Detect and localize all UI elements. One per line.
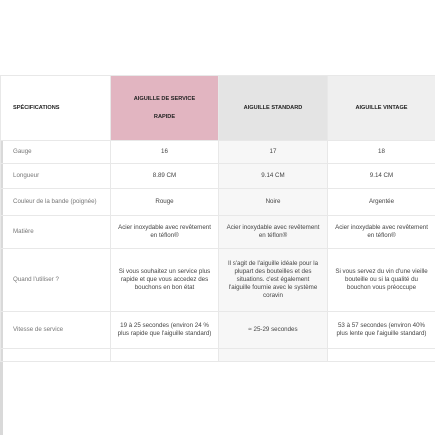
spec-table-container xyxy=(0,75,435,362)
row-label-speed: Vitesse de service xyxy=(1,312,111,349)
trailing-cell-label xyxy=(1,349,111,362)
cell-usage-standard: Il s'agit de l'aiguille idéale pour la plupart des bouteilles et des situations. c'est également l'aiguille fournie avec le système coravin xyxy=(219,249,328,312)
cell-material-rapide: Acier inoxydable avec revêtement en téflon® xyxy=(111,216,219,249)
row-label-material: Matière xyxy=(1,216,111,249)
row-label-gauge: Gauge xyxy=(1,141,111,164)
header-specifications: SPÉCIFICATIONS xyxy=(1,76,111,141)
cell-length-standard: 9.14 CM xyxy=(219,164,328,189)
cell-speed-standard: ≈ 25-29 secondes xyxy=(219,312,328,349)
header-rapide-line1: AIGUILLE DE SERVICE xyxy=(133,96,196,102)
table-row-trailing xyxy=(1,349,435,362)
cell-color-vintage: Argentée xyxy=(328,189,435,216)
trailing-cell-rapide xyxy=(111,349,219,362)
table-row-gauge xyxy=(1,141,435,164)
header-vintage-needle: AIGUILLE VINTAGE xyxy=(328,76,435,141)
table-row-length xyxy=(1,164,435,189)
table-header-row xyxy=(1,76,435,141)
row-label-color: Couleur de la bande (poignée) xyxy=(1,189,111,216)
table-row-usage xyxy=(1,249,435,312)
table-row-speed xyxy=(1,312,435,349)
cell-gauge-vintage: 18 xyxy=(328,141,435,164)
header-rapide-needle xyxy=(111,76,219,141)
cell-speed-rapide: 19 à 25 secondes (environ 24 % plus rapide que l'aiguille standard) xyxy=(111,312,219,349)
cell-usage-rapide: Si vous souhaitez un service plus rapide et que vous accedez des bouchons en bon état xyxy=(111,249,219,312)
needle-spec-table xyxy=(0,75,435,362)
cell-length-vintage: 9.14 CM xyxy=(328,164,435,189)
row-label-usage: Quand l'utiliser ? xyxy=(1,249,111,312)
trailing-cell-standard xyxy=(219,349,328,362)
cell-material-standard: Acier inoxydable avec revêtement en téflon® xyxy=(219,216,328,249)
table-row-color xyxy=(1,189,435,216)
cell-speed-vintage: 53 à 57 secondes (environ 40% plus lente que l'aiguille standard) xyxy=(328,312,435,349)
header-rapide-line2: RAPIDE xyxy=(153,114,176,120)
trailing-cell-vintage xyxy=(328,349,435,362)
cell-usage-vintage: Si vous servez du vin d'une vieille bouteille ou si la qualité du bouchon vous préoccupe xyxy=(328,249,435,312)
cell-length-rapide: 8.89 CM xyxy=(111,164,219,189)
row-label-length: Longueur xyxy=(1,164,111,189)
cell-material-vintage: Acier inoxydable avec revêtement en téflon® xyxy=(328,216,435,249)
cell-color-standard: Noire xyxy=(219,189,328,216)
cell-gauge-rapide: 16 xyxy=(111,141,219,164)
cell-color-rapide: Rouge xyxy=(111,189,219,216)
table-row-material xyxy=(1,216,435,249)
header-standard-needle: AIGUILLE STANDARD xyxy=(219,76,328,141)
cell-gauge-standard: 17 xyxy=(219,141,328,164)
